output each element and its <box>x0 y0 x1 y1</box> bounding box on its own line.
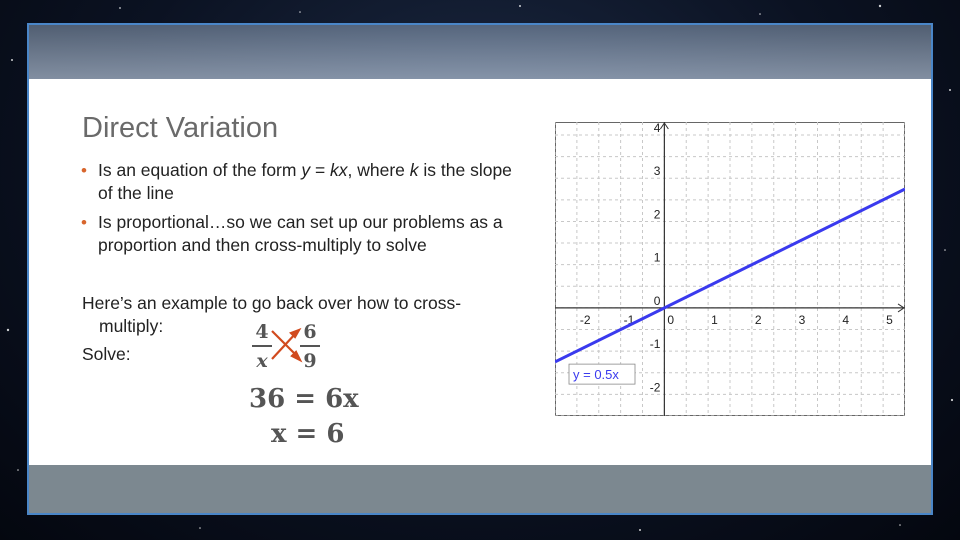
y-tick-label: 1 <box>653 250 661 265</box>
fraction-numerator-right: 6 <box>303 321 317 343</box>
bullet-item: • Is an equation of the form y = kx, where k is the slope of the line <box>81 160 512 203</box>
coordinate-graph <box>555 122 905 416</box>
x-tick-label: 0 <box>667 312 675 327</box>
y-tick-label: -2 <box>649 380 661 395</box>
x-tick-label: 1 <box>711 312 718 327</box>
cross-multiply-fraction <box>250 319 346 379</box>
slide-footer-band <box>29 465 931 513</box>
y-tick-label: 0 <box>653 293 661 308</box>
bullet-list <box>81 159 521 263</box>
bullet-dot-icon: • <box>81 213 87 232</box>
fraction-denominator-left: x <box>256 350 268 372</box>
equation-step-1: 36 = 6x <box>249 384 359 414</box>
y-tick-label: 4 <box>653 122 661 135</box>
solve-label: Solve: <box>82 344 131 364</box>
y-tick-label: 2 <box>653 207 661 222</box>
slide-content <box>29 79 931 465</box>
bullet-item: • Is proportional…so we can set up our problems as a proportion and then cross-multiply to solve <box>81 212 503 255</box>
x-tick-label: 5 <box>886 312 893 327</box>
y-tick-label: -1 <box>649 337 661 352</box>
y-tick-label: 3 <box>653 164 661 179</box>
slide-title: Direct Variation <box>82 112 279 144</box>
x-tick-label: 3 <box>798 312 806 327</box>
bullet-dot-icon: • <box>81 161 87 180</box>
example-text: Here’s an example to go back over how to cross- multiply: <box>82 293 462 336</box>
fraction-denominator-right: 9 <box>303 350 317 372</box>
x-tick-label: -2 <box>579 312 591 327</box>
x-tick-label: 4 <box>842 312 850 327</box>
equation-step-2: x = 6 <box>271 419 345 449</box>
line-label: y = 0.5x <box>573 367 619 383</box>
x-tick-label: 2 <box>754 312 762 327</box>
slide-header-band <box>29 25 931 79</box>
fraction-numerator-left: 4 <box>255 321 269 343</box>
cross-arrows-icon <box>272 330 300 360</box>
x-tick-label: -1 <box>623 312 635 327</box>
